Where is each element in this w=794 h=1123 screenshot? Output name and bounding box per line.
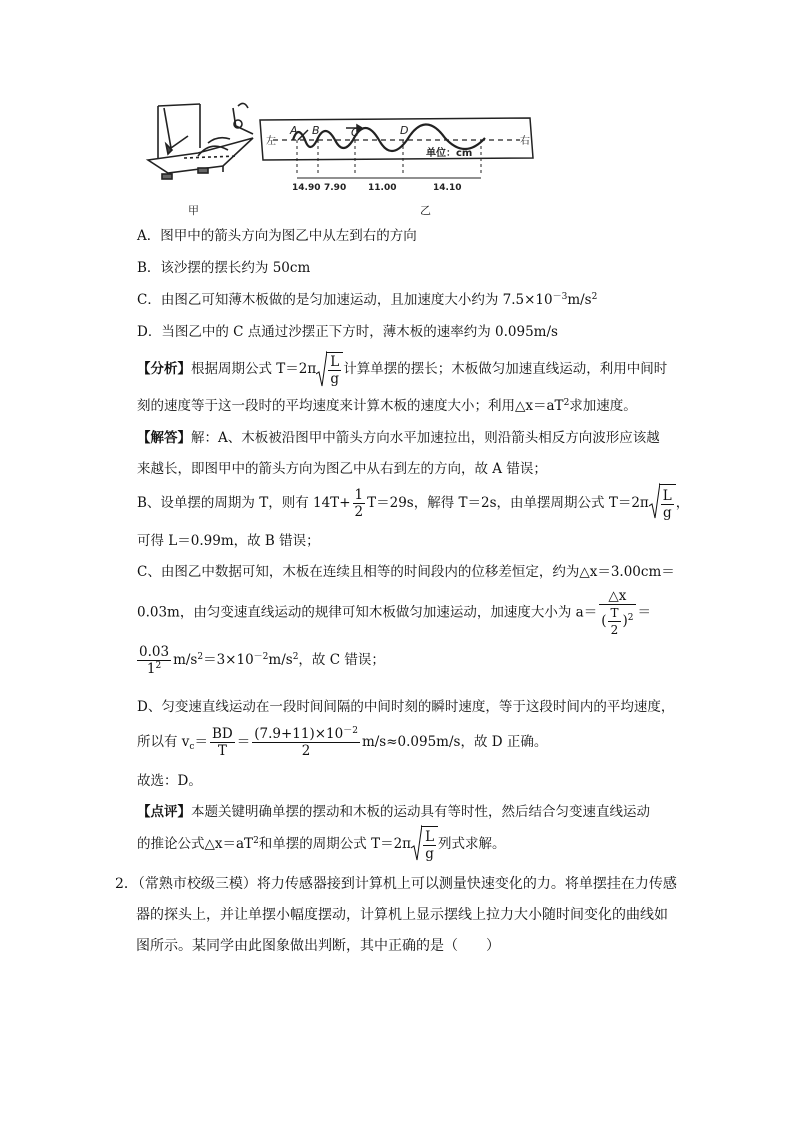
left-label: 左 [266,136,276,147]
frac-velocity-calc: $\frac{(7.9+11)\times 10^{-2}}{2}$ [254,726,358,759]
option-a: A．图甲中的箭头方向为图乙中从左到右的方向 [137,228,417,244]
segment-ab-value: 14.90 [292,183,321,193]
segment-de-value: 14.10 [433,183,462,193]
option-d: D．当图乙中的 C 点通过沙摆正下方时，薄木板的速率约为 0.095m/s [137,324,558,340]
solution-a-line-2: 来越长，即图甲中的箭头方向为图乙中从右到左的方向，故 A 错误； [137,461,547,477]
solution-c-line-1: C、由图乙中数据可知，木板在连续且相等的时间段内的位移差恒定，约为△x＝3.00cm＝ [137,564,675,580]
option-c-exponent: －3 [552,292,568,302]
solution-d-line-2: 所以有 $v_c=$ $\frac{BD}{T}$ ＝ $\frac{(7.9+11)\times 10^{-2}}{2}$ m/s≈0.095m/s，故 D 正确。 [137,726,548,759]
solution-c-line-3: $\frac{0.03}{1^2}$ $m/s^2=3\times 10^{-2}m/s^2$，故 C 错误； [139,644,385,677]
analysis-line-1-rest: 计算单摆的摆长；木板做匀加速直线运动，利用中间时 [343,361,668,377]
option-c [137,290,597,310]
segment-bc-value: 7.90 [324,183,347,193]
solution-d-line-1: D、匀变速直线运动在一段时间间隔的中间时刻的瞬时速度，等于这段时间内的平均速度， [137,699,675,715]
frac-num-l: L [330,354,340,370]
right-label: 右 [520,136,530,147]
frac-bd-over-t: $\frac{BD}{T}$ [211,726,233,759]
solution-c-line-2: 0.03m，由匀变速直线运动的规律可知木板做匀加速运动，加速度大小为 a＝ △x ( $\frac{T}{2}$ )$^2$ ＝ [137,588,652,637]
figure-jia-label: 甲 [188,204,199,217]
question-2-line-3: 图所示。某同学由此图象做出判断，其中正确的是（ ） [136,938,500,954]
option-b: B．该沙摆的摆长约为 50cm [137,260,311,276]
sqrt-l-over-g [316,352,343,387]
unit-label: 单位：cm [426,148,473,159]
solution-b-line-2: 可得 L＝0.99m，故 B 错误； [137,533,320,549]
sqrt-l-over-g: $\frac{L}{g}$ [411,826,438,863]
figure-yi-label: 乙 [420,204,431,217]
sqrt-l-over-g: $\frac{L}{g}$ [649,484,676,523]
point-d-label: D [400,124,409,137]
solution-tag: 【解答】 [137,430,191,446]
point-a-label: A [290,124,298,137]
point-b-label: B [312,124,320,137]
frac-delta-x-over-half-t-squared: △x ( $\frac{T}{2}$ )$^2$ [601,588,634,637]
frac-one-half: $\frac{1}{2}$ [354,487,364,520]
experiment-figure [138,98,538,218]
solution-a-line-1: 【解答】解：A、木板被沿图甲中箭头方向水平加速拉出，则沿箭头相反方向波形应该越 [137,430,660,446]
solution-choice: 故选：D。 [137,773,202,789]
solution-b-line-1: B、设单摆的周期为 T，则有 14T+ $\frac{1}{2}$ T＝29s，解得 T＝2s，由单摆周期公式 T＝2π $\frac{L}{g}$ ， [137,484,689,523]
question-2-line-2: 器的探头上，并让单摆小幅度摆动，计算机上显示摆线上拉力大小随时间变化的曲线如 [136,907,668,923]
analysis-line-1 [137,352,667,387]
analysis-tag: 【分析】 [137,361,191,377]
comment-tag: 【点评】 [137,804,191,820]
option-c-unit: m/s [567,292,592,308]
comment-line-2: 的推论公式$\triangle x=aT^2$和单摆的周期公式 T＝2π $\frac{L}{g}$ 列式求解。 [137,826,506,863]
analysis-formula-text: 根据周期公式 T＝2π [191,361,317,377]
point-c-label: C [351,126,359,139]
comment-line-1: 【点评】本题关键明确单摆的摆动和木板的运动具有等时性，然后结合匀变速直线运动 [137,804,650,820]
figure-yi-board [260,118,533,178]
option-c-square: 2 [591,292,598,302]
frac-003-over-1-squared: $\frac{0.03}{1^2}$ [139,644,170,677]
frac-den-g: g [330,371,340,387]
segment-cd-value: 11.00 [368,183,397,193]
option-c-text: C．由图乙可知薄木板做的是匀加速运动，且加速度大小约为 7.5×10 [137,292,553,308]
analysis-line-2: 刻的速度等于这一段时的平均速度来计算木板的速度大小；利用$\triangle x=aT^2$求加速度。 [137,398,637,414]
question-2-line-1: 2．（常熟市校级三模）将力传感器接到计算机上可以测量快速变化的力。将单摆挂在力传感 [115,876,677,892]
figure-jia-apparatus [148,103,253,179]
